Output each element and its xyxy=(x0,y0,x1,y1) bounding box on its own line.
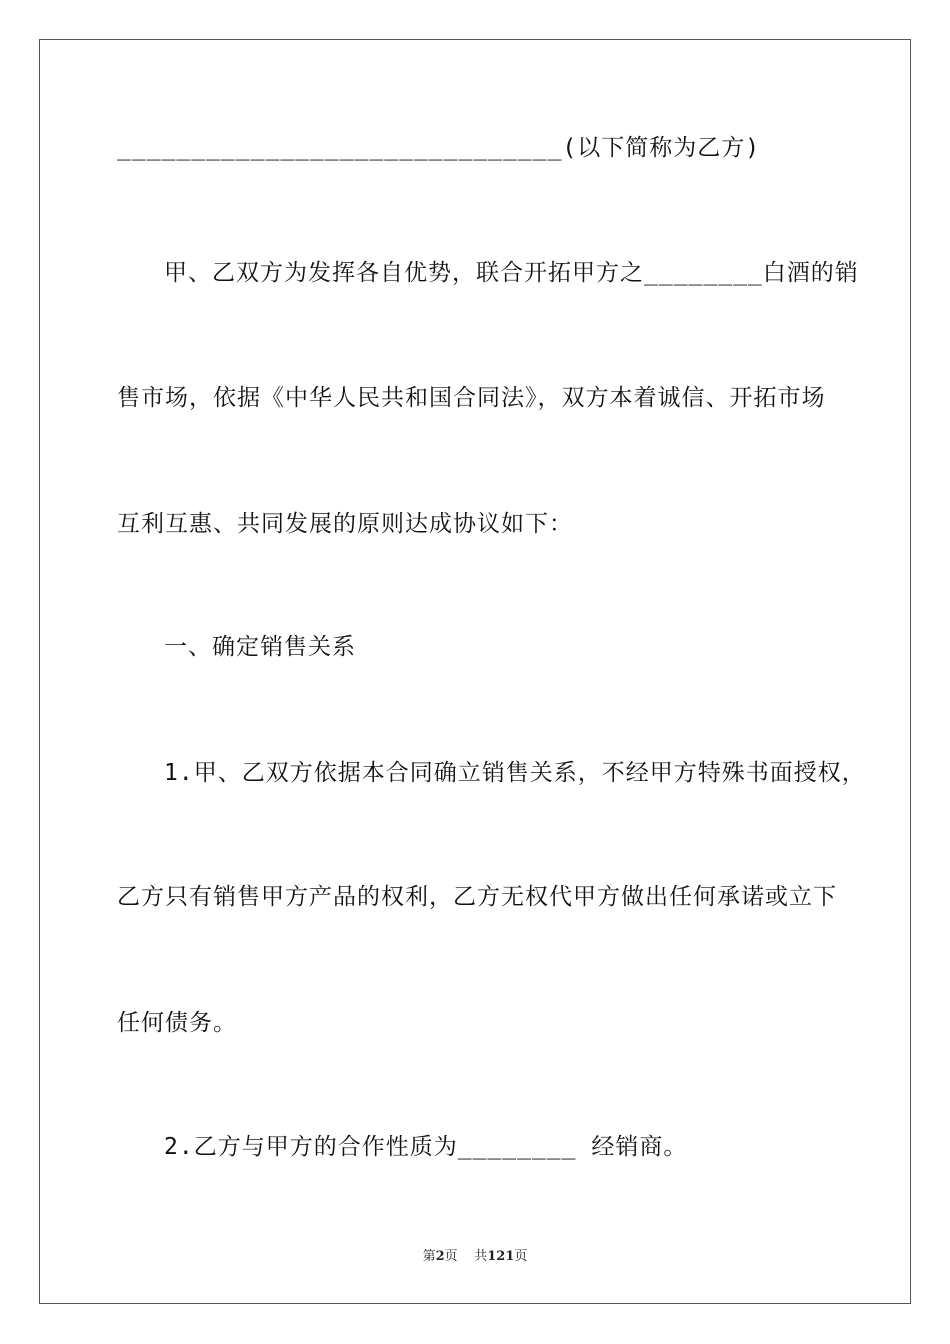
page-suffix: 页 xyxy=(444,1249,458,1264)
paragraph-intro-line-3: 互利互惠、共同发展的原则达成协议如下： xyxy=(117,511,573,537)
clause-1-line-2: 乙方只有销售甲方产品的权利，乙方无权代甲方做出任何承诺或立下 xyxy=(117,884,837,910)
paragraph-intro-line-2: 售市场，依据《中华人民共和国合同法》，双方本着诚信、开拓市场 xyxy=(117,385,826,411)
page-prefix: 第 xyxy=(422,1249,436,1264)
party-b-line: ______________________________(以下简称为乙方) xyxy=(117,135,761,161)
page-frame xyxy=(39,39,911,1304)
current-page-number: 2 xyxy=(435,1249,445,1264)
paragraph-intro-line-1: 甲、乙双方为发挥各自优势，联合开拓甲方之________白酒的销 xyxy=(164,260,859,286)
clause-1-line-1: 1.甲、乙双方依据本合同确立销售关系，不经甲方特殊书面授权， xyxy=(164,760,866,786)
total-suffix: 页 xyxy=(514,1249,528,1264)
page-footer xyxy=(0,1245,950,1264)
total-prefix: 共 xyxy=(474,1249,488,1264)
total-page-count: 121 xyxy=(487,1249,515,1264)
clause-2-line: 2.乙方与甲方的合作性质为________ 经销商。 xyxy=(164,1134,688,1160)
section-heading: 一、确定销售关系 xyxy=(164,634,356,660)
clause-1-line-3: 任何债务。 xyxy=(117,1010,237,1036)
